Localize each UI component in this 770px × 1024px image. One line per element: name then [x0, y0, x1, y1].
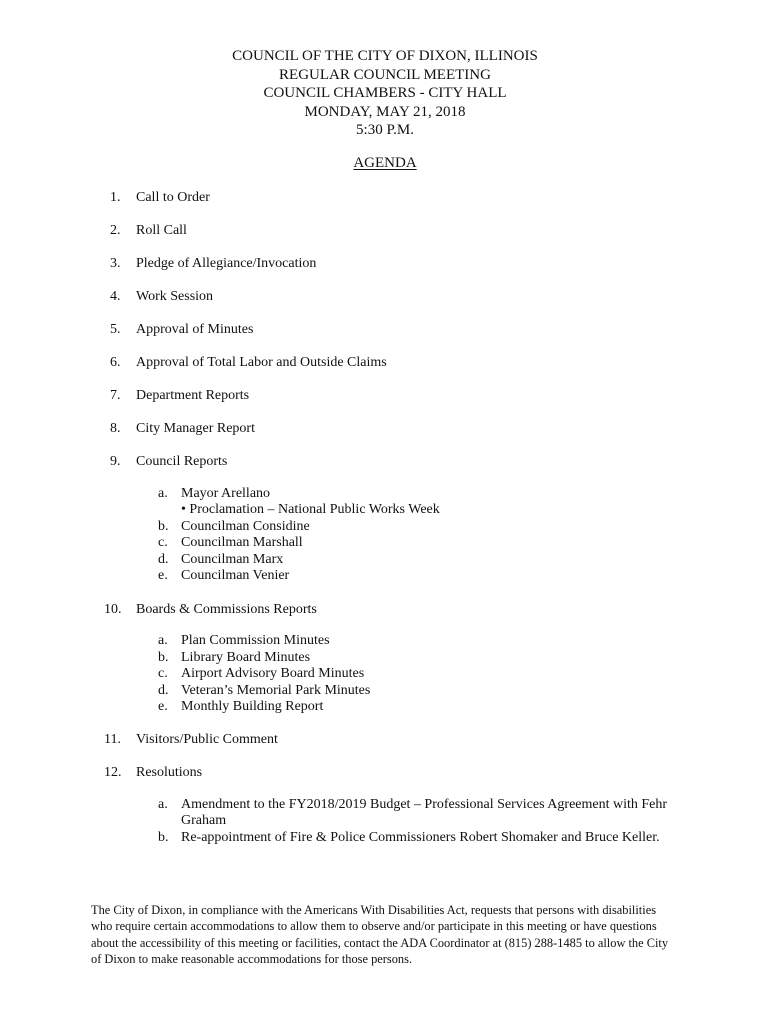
agenda-item: [104, 764, 202, 781]
agenda-item: [110, 321, 253, 338]
item-label: Approval of Minutes: [136, 322, 254, 337]
sub-item: [158, 699, 323, 716]
agenda-item: [110, 255, 316, 272]
header-time: 5:30 P.M.: [356, 122, 414, 138]
sub-item-label: Mayor Arellano: [181, 486, 271, 501]
agenda-item: [104, 731, 278, 748]
item-number: 11.: [104, 732, 121, 747]
ada-notice-line: The City of Dixon, in compliance with the Americans With Disabilities Act, requests that persons with disabilities: [91, 903, 657, 917]
ada-notice: [91, 902, 691, 967]
item-number: 10.: [104, 602, 122, 617]
item-number: 3.: [110, 256, 121, 271]
item-number: 2.: [110, 223, 121, 238]
sub-item-label: Councilman Marx: [181, 551, 284, 567]
agenda-item: [110, 222, 187, 239]
agenda-item: [110, 453, 227, 470]
sub-item: [158, 568, 289, 585]
sub-item-label: Plan Commission Minutes: [181, 633, 330, 648]
sub-item: [158, 797, 667, 814]
mayor-proclamation-bullet: • Proclamation – National Public Works Week: [181, 502, 440, 517]
sub-item: [158, 666, 364, 683]
sub-item-label: Councilman Venier: [181, 568, 290, 583]
item-label: City Manager Report: [136, 421, 255, 436]
header-meeting-type: REGULAR COUNCIL MEETING: [279, 66, 491, 83]
sub-item: [158, 535, 303, 552]
item-number: 5.: [110, 322, 121, 337]
header-date: MONDAY, MAY 21, 2018: [304, 103, 466, 120]
ada-notice-line: of Dixon to make reasonable accommodations for those persons.: [91, 951, 413, 966]
sub-item-letter: a.: [158, 633, 168, 648]
agenda-item: [110, 420, 255, 437]
sub-item-letter: b.: [158, 649, 169, 665]
sub-item: [158, 683, 370, 700]
sub-item-letter: c.: [158, 535, 168, 550]
agenda-item: [110, 288, 213, 305]
item-label: Boards & Commissions Reports: [136, 602, 317, 617]
header-location: COUNCIL CHAMBERS - CITY HALL: [263, 85, 507, 101]
sub-item-letter: a.: [158, 797, 168, 812]
item-label: Work Session: [136, 289, 214, 304]
item-label: Roll Call: [136, 223, 187, 238]
meeting-header: [0, 47, 770, 140]
item-number: 4.: [110, 289, 121, 304]
item-number: 7.: [110, 388, 121, 403]
sub-item: [158, 519, 310, 536]
item-label: Department Reports: [136, 388, 250, 403]
sub-item-label: Veteran’s Memorial Park Minutes: [181, 682, 371, 698]
item-label: Council Reports: [136, 454, 228, 469]
item-number: 9.: [110, 454, 121, 469]
sub-item-label: Monthly Building Report: [181, 699, 324, 714]
agenda-title: [0, 155, 770, 172]
sub-item-letter: b.: [158, 830, 169, 845]
item-label: Call to Order: [136, 190, 210, 205]
sub-item-letter: c.: [158, 666, 168, 681]
header-council-name: COUNCIL OF THE CITY OF DIXON, ILLINOIS: [232, 48, 538, 64]
sub-item-label: Amendment to the FY2018/2019 Budget – Professional Services Agreement with Fehr: [181, 797, 668, 812]
sub-item-label: Councilman Considine: [181, 518, 310, 534]
sub-item-label: Councilman Marshall: [181, 535, 303, 550]
agenda-item: [110, 189, 210, 206]
sub-item-letter: d.: [158, 551, 169, 567]
sub-item-letter: a.: [158, 486, 168, 501]
sub-item: [158, 633, 330, 650]
item-number: 8.: [110, 421, 121, 436]
sub-item-label: Airport Advisory Board Minutes: [181, 666, 365, 681]
sub-item-label: Library Board Minutes: [181, 649, 311, 665]
sub-item: [158, 552, 283, 569]
item-number: 1.: [110, 190, 121, 205]
sub-item-letter: b.: [158, 518, 169, 534]
sub-item-letter: e.: [158, 568, 168, 583]
agenda-title-text: AGENDA: [353, 155, 417, 171]
item-label: Approval of Total Labor and Outside Claims: [136, 355, 387, 370]
agenda-item: [110, 354, 387, 371]
sub-item: [158, 650, 310, 667]
item-number: 12.: [104, 765, 122, 780]
sub-item-label-continuation: Graham: [181, 813, 227, 828]
sub-item-letter: d.: [158, 682, 169, 698]
item-number: 6.: [110, 355, 121, 370]
item-label: Visitors/Public Comment: [136, 732, 278, 747]
ada-notice-line: about the accessibility of this meeting or facilities, contact the ADA Coordinator at (815) 288-1485 to allow the City: [91, 935, 669, 950]
sub-item-label: Re-appointment of Fire & Police Commissioners Robert Shomaker and Bruce Keller.: [181, 830, 660, 845]
ada-notice-line: who require certain accommodations to allow them to observe and/or participate in this meeting or have questions: [91, 919, 657, 934]
sub-item: [158, 486, 270, 503]
agenda-item: [104, 601, 317, 618]
item-label: Resolutions: [136, 765, 203, 780]
sub-item: [158, 830, 660, 847]
sub-item-letter: e.: [158, 699, 168, 714]
item-label: Pledge of Allegiance/Invocation: [136, 256, 317, 271]
agenda-item: [110, 387, 249, 404]
